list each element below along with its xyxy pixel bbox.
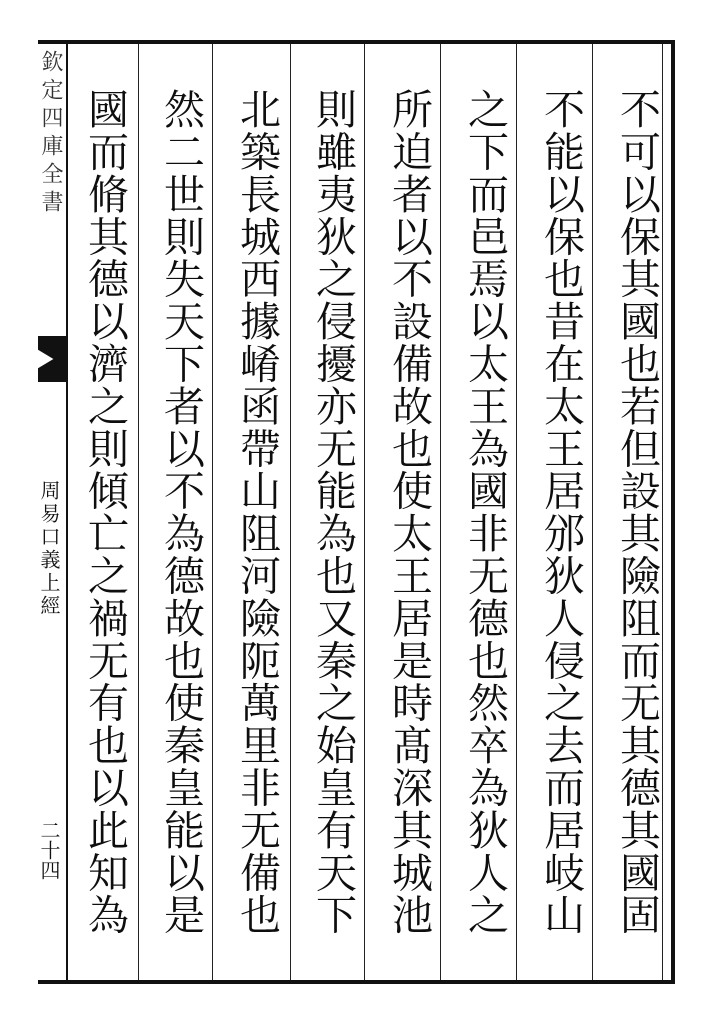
fishtail-mark-icon xyxy=(38,336,66,382)
text-column-2: 不能以保也昔在太王居邠狄人侵之去而居岐山 xyxy=(537,88,585,936)
page-number: 二十四 xyxy=(37,820,61,880)
page-margin-strip xyxy=(38,40,68,984)
text-column-5: 則雖夷狄之侵擾亦无能為也又秦之始皇有天下 xyxy=(309,88,357,936)
text-column-3: 之下而邑焉以太王為國非无德也然卒為狄人之 xyxy=(461,88,509,936)
column-rule xyxy=(290,44,291,980)
text-column-6: 北築長城西據崤函帶山阻河險阨萬里非无備也 xyxy=(233,88,281,936)
column-rule xyxy=(138,44,139,980)
text-column-4: 所迫者以不設備故也使太王居是時髙深其城池 xyxy=(385,88,433,936)
text-column-7: 然二世則失天下者以不為德故也使秦皇能以是 xyxy=(157,88,205,936)
text-column-1: 不可以保其國也若但設其險阻而无其德其國固 xyxy=(613,88,661,936)
book-title: 周易口義上經 xyxy=(37,480,61,618)
text-column-8: 國而脩其德以濟之則傾亡之禍无有也以此知為 xyxy=(81,88,129,936)
collection-title: 欽定四庫全書 xyxy=(38,50,63,218)
